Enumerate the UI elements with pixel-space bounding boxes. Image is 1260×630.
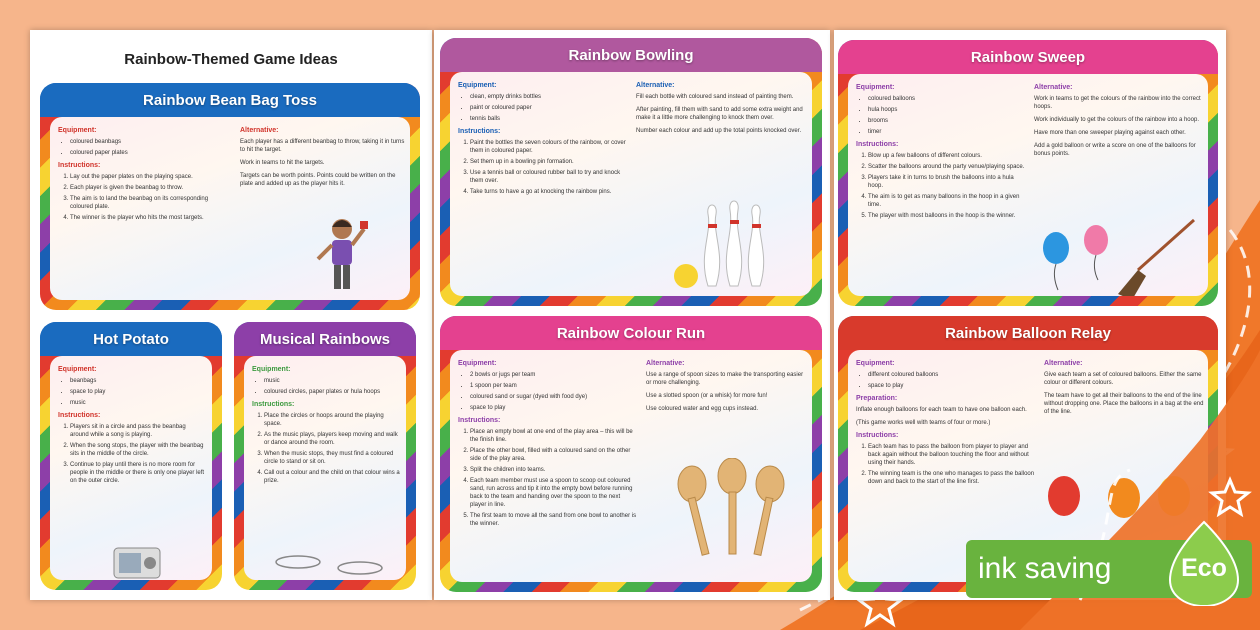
alternative-text: Work in teams to hit the targets.	[240, 160, 325, 166]
alternative-text: Work in teams to get the colours of the rainbow into the correct hoops.	[1034, 96, 1201, 110]
list-item: 1. Place the circles or hoops around the playing space.	[264, 412, 400, 428]
preparation-text: Inflate enough balloons for each team to have one balloon each.	[856, 407, 1027, 413]
equipment-label: Equipment:	[856, 360, 895, 367]
equipment-label: Equipment:	[58, 127, 97, 134]
alternative-text: Use a slotted spoon (or a whisk) for more fun!	[646, 393, 768, 399]
instructions-label: Instructions:	[856, 141, 899, 148]
list-item: 1. Players sit in a circle and pass the beanbag around while a song is playing.	[70, 423, 206, 439]
card-title: Rainbow Bowling	[568, 46, 694, 64]
equipment-label: Equipment:	[458, 82, 497, 89]
alternative-text: Use a range of spoon sizes to make the transporting easier or more challenging.	[646, 372, 804, 386]
list-item: 3. Use a tennis ball or coloured rubber ball to try and knock them over.	[470, 169, 628, 185]
list-item: 2. Each player is given the beanbag to throw.	[70, 184, 228, 192]
instructions-label: Instructions:	[252, 401, 295, 408]
list-item: 2. Set them up in a bowling pin formation.	[470, 158, 628, 166]
eco-leaf-icon	[1168, 520, 1240, 606]
list-item: 1. Each team has to pass the balloon from player to player and back again without the balloon touching the floor and without using their hands.	[868, 443, 1036, 467]
alternative-text: Work individually to get the colours of the rainbow into a hoop.	[1034, 117, 1199, 123]
equipment-label: Equipment:	[856, 84, 895, 91]
card-title: Rainbow Balloon Relay	[945, 324, 1111, 342]
alternative-text: Give each team a set of coloured balloons. Either the same colour or different colours.	[1044, 372, 1202, 386]
list-item: 5. The player with most balloons in the hoop is the winner.	[868, 212, 1026, 220]
list-item: • 2 bowls or jugs per team	[470, 371, 638, 379]
list-item: 4. The aim is to get as many balloons in the hoop in a given time.	[868, 193, 1026, 209]
list-item: 4. Call out a colour and the child on that colour wins a prize.	[264, 469, 400, 485]
alternative-text: After painting, fill them with sand to add some extra weight and make it a little more challenging to knock them over.	[636, 107, 803, 121]
instructions-label: Instructions:	[58, 162, 101, 169]
alternative-label: Alternative:	[646, 360, 685, 367]
alternative-text: Targets can be worth points. Points could be written on the plate and added up as the player hits it.	[240, 173, 396, 187]
list-item: • paint or coloured paper	[470, 104, 628, 112]
list-item: 4. Each team member must use a spoon to scoop out coloured sand, run across and tip it into the empty bowl before running back to the team and handing over the spoon to the next player in line.	[470, 477, 638, 509]
list-item: 3. Split the children into teams.	[470, 466, 638, 474]
list-item: 2. Scatter the balloons around the party venue/playing space.	[868, 163, 1026, 171]
list-item: • timer	[868, 128, 1026, 136]
card-title: Rainbow Sweep	[970, 48, 1086, 66]
alternative-text: Add a gold balloon or write a score on one of the balloons for bonus points.	[1034, 143, 1196, 157]
instructions-label: Instructions:	[458, 128, 501, 135]
list-item: 2. The winning team is the one who manages to pass the balloon down and back to the start of the line first.	[868, 470, 1036, 486]
list-item: 3. When the music stops, they must find a coloured circle to stand or sit on.	[264, 450, 400, 466]
ink-saving-badge	[966, 540, 1252, 598]
alternative-text: The team have to get all their balloons to the end of the line without dropping one. Place the balloons in a bag at the end of the line.	[1044, 393, 1204, 415]
alternative-text: Use coloured water and egg cups instead.	[646, 406, 759, 412]
list-item: • space to play	[470, 404, 638, 412]
list-item: • coloured paper plates	[70, 149, 228, 157]
card-title: Hot Potato	[93, 330, 169, 348]
list-item: • coloured circles, paper plates or hula hoops	[264, 388, 400, 396]
list-item: • music	[70, 399, 206, 407]
list-item: • tennis balls	[470, 115, 628, 123]
instructions-label: Instructions:	[458, 417, 501, 424]
alternative-label: Alternative:	[636, 82, 675, 89]
list-item: • coloured balloons	[868, 95, 1026, 103]
alternative-label: Alternative:	[1044, 360, 1083, 367]
list-item: 1. Lay out the paper plates on the playing space.	[70, 173, 228, 181]
alternative-text: Have more than one sweeper playing against each other.	[1034, 130, 1186, 136]
alternative-text: Number each colour and add up the total points knocked over.	[636, 128, 802, 134]
instructions-label: Instructions:	[58, 412, 101, 419]
eco-label: Eco	[1181, 554, 1227, 582]
list-item: • beanbags	[70, 377, 206, 385]
list-item: • music	[264, 377, 400, 385]
list-item: 3. The aim is to land the beanbag on its corresponding coloured plate.	[70, 195, 228, 211]
alternative-label: Alternative:	[240, 127, 279, 134]
list-item: • 1 spoon per team	[470, 382, 638, 390]
page-title: Rainbow-Themed Game Ideas	[124, 51, 338, 68]
list-item: • brooms	[868, 117, 1026, 125]
instructions-label: Instructions:	[856, 432, 899, 439]
card-title: Musical Rainbows	[259, 330, 391, 348]
list-item: 1. Blow up a few balloons of different colours.	[868, 152, 1026, 160]
list-item: 2. As the music plays, players keep moving and walk or dance around the room.	[264, 431, 400, 447]
list-item: 3. Continue to play until there is no more room for people in the middle or there is only one player left on the outer circle.	[70, 461, 206, 485]
list-item: • space to play	[868, 382, 1036, 390]
equipment-label: Equipment:	[458, 360, 497, 367]
list-item: 1. Paint the bottles the seven colours of the rainbow, or cover them in coloured paper.	[470, 139, 628, 155]
list-item: 1. Place an empty bowl at one end of the play area – this will be the finish line.	[470, 428, 638, 444]
list-item: 2. When the song stops, the player with the beanbag sits in the middle of the circle.	[70, 442, 206, 458]
equipment-label: Equipment:	[252, 366, 291, 373]
alternative-label: Alternative:	[1034, 84, 1073, 91]
list-item: 3. Players take it in turns to brush the balloons into a hula hoop.	[868, 174, 1026, 190]
preparation-text: (This game works well with teams of four or more.)	[856, 420, 991, 426]
list-item: • coloured sand or sugar (dyed with food dye)	[470, 393, 638, 401]
list-item: • space to play	[70, 388, 206, 396]
preparation-label: Preparation:	[856, 395, 898, 402]
list-item: 4. The winner is the player who hits the most targets.	[70, 214, 228, 222]
alternative-text: Fill each bottle with coloured sand instead of painting them.	[636, 94, 794, 100]
list-item: 4. Take turns to have a go at knocking the rainbow pins.	[470, 188, 628, 196]
equipment-label: Equipment:	[58, 366, 97, 373]
list-item: 5. The first team to move all the sand from one bowl to another is the winner.	[470, 512, 638, 528]
list-item: • clean, empty drinks bottles	[470, 93, 628, 101]
card-title: Rainbow Colour Run	[556, 324, 706, 342]
list-item: 2. Place the other bowl, filled with a coloured sand on the other side of the play area.	[470, 447, 638, 463]
card-title: Rainbow Bean Bag Toss	[143, 91, 317, 109]
list-item: • different coloured balloons	[868, 371, 1036, 379]
ink-saving-label: ink saving	[978, 552, 1112, 585]
alternative-text: Each player has a different beanbag to throw, taking it in turns to hit the target.	[240, 139, 405, 153]
list-item: • hula hoops	[868, 106, 1026, 114]
list-item: • coloured beanbags	[70, 138, 228, 146]
